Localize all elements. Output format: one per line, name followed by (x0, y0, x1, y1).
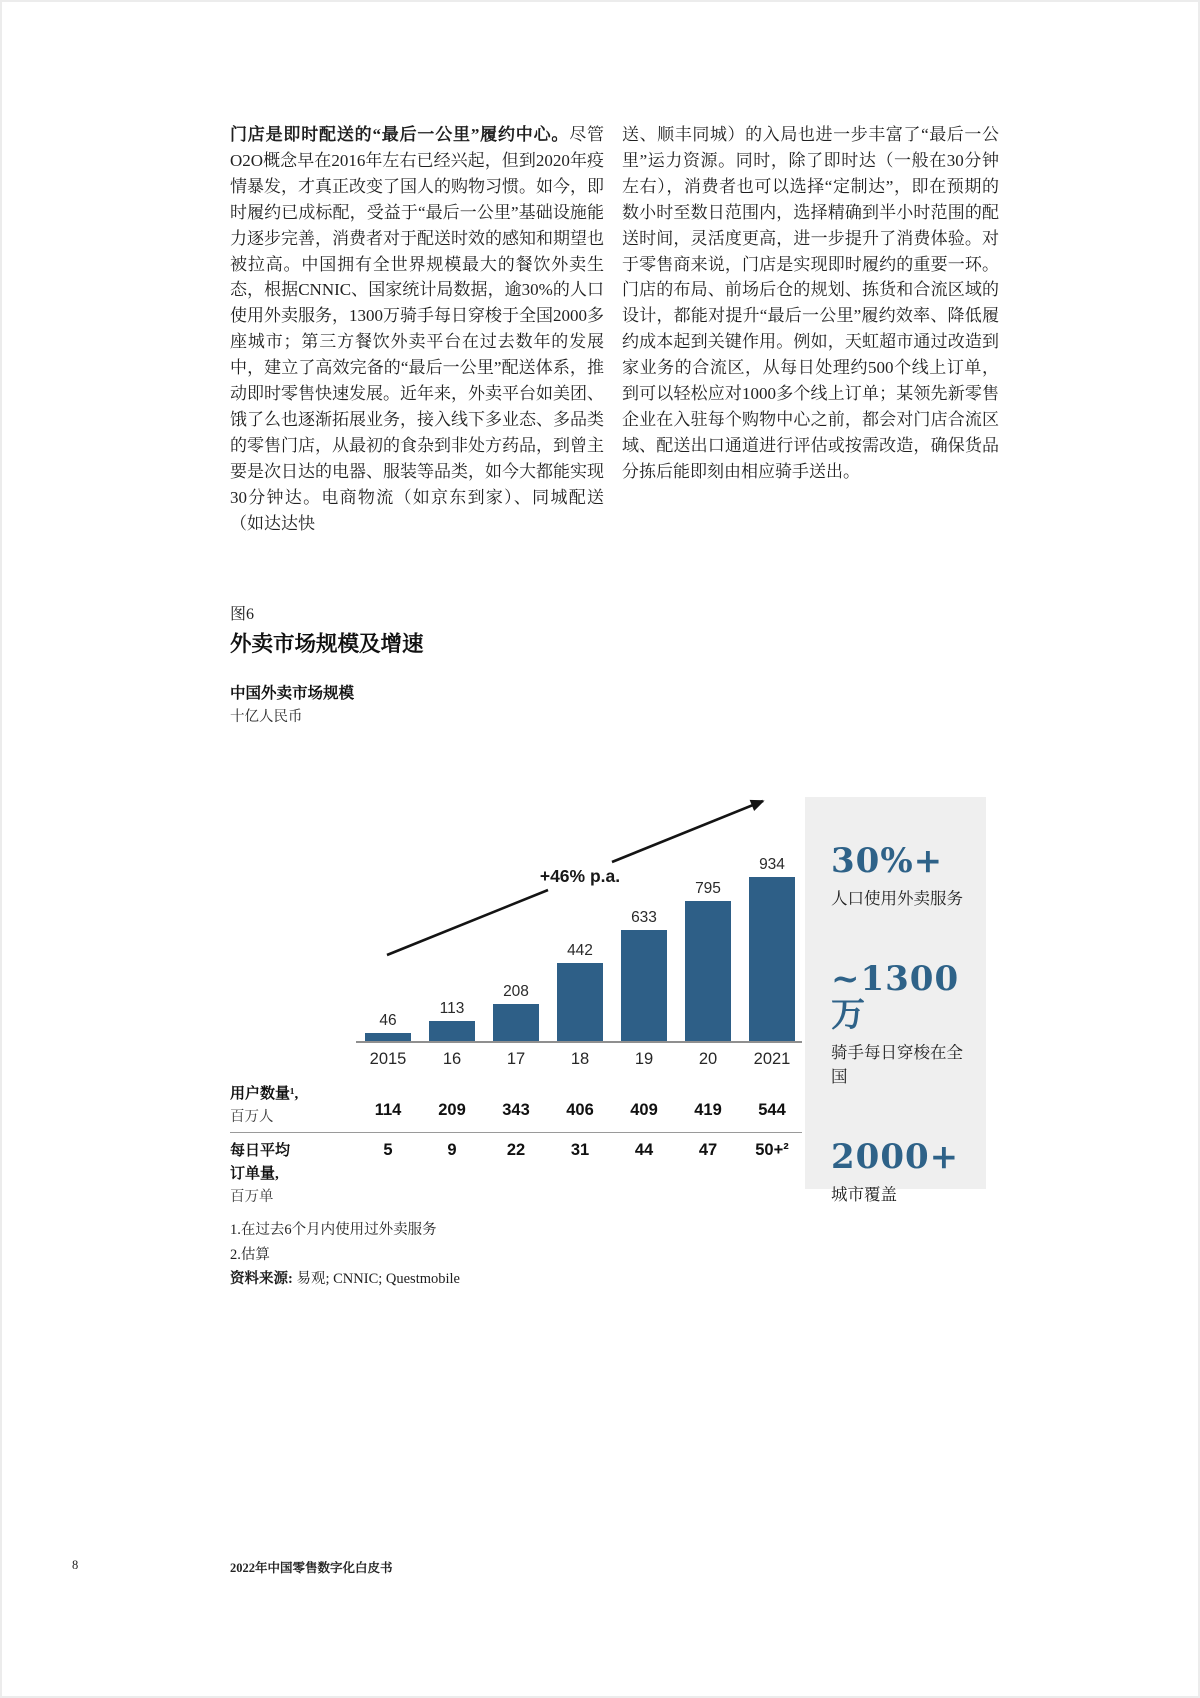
left-column-body: 尽管O2O概念早在2016年左右已经兴起，但到2020年疫情暴发，才真正改变了国人的购物习惯。如今，即时履约已成标配，受益于“最后一公里”基础设施能力逐步完善，消费者对于配送时效的感知和期望也被拉高。中国拥有全世界规模最大的餐饮外卖生态，根据CNNIC、国家统计局数据，逾30%的人口使用外卖服务，1300万骑手每日穿梭于全国2000多座城市；第三方餐饮外卖平台在过去数年的发展中，建立了高效完备的“最后一公里”配送体系，推动即时零售快速发展。近年来，外卖平台如美团、饿了么也逐渐拓展业务，接入线下多业态、多品类的零售门店，从最初的食杂到非处方药品，到曾主要是次日达的电器、服装等品类，如今大都能实现30分钟达。电商物流（如京东到家）、同城配送（如达达快 (230, 125, 605, 533)
stat-value: 30%+ (831, 841, 944, 881)
table-cell: 5 (383, 1141, 393, 1159)
table-separator (230, 1132, 802, 1133)
figure-title: 外卖市场规模及增速 (230, 632, 424, 656)
bar-column (484, 984, 548, 1042)
footnotes (230, 1218, 460, 1292)
stat-caption: 城市覆盖 (831, 1185, 897, 1204)
table-cell: 544 (758, 1101, 786, 1119)
stat-caption: 骑手每日穿梭在全国 (831, 1043, 963, 1086)
bar (493, 1004, 539, 1041)
x-axis-tick: 18 (570, 1050, 590, 1068)
x-axis-labels (356, 1050, 804, 1069)
x-axis-line (356, 1041, 802, 1043)
stat-item (831, 1139, 976, 1207)
bar-columns (356, 857, 804, 1042)
orders-row-label: 每日平均 订单量, (230, 1143, 291, 1182)
users-row-label: 用户数量¹, (230, 1086, 299, 1102)
x-axis-tick: 16 (442, 1050, 462, 1068)
chart-title: 中国外卖市场规模 (230, 685, 355, 702)
x-axis-tick: 17 (506, 1050, 526, 1068)
orders-row-unit: 百万单 (230, 1189, 274, 1205)
bar (685, 901, 731, 1041)
x-axis-tick: 19 (634, 1050, 654, 1068)
table-cell: 9 (447, 1141, 457, 1159)
table-cell: 22 (506, 1141, 526, 1159)
table-cell: 31 (570, 1141, 590, 1159)
source-line (230, 1267, 460, 1292)
stat-item (831, 961, 976, 1089)
bar (749, 877, 795, 1041)
table-cell: 209 (438, 1101, 466, 1119)
footnote-2: 2.估算 (230, 1246, 270, 1263)
table-cell: 47 (698, 1141, 718, 1159)
bar-value-label: 442 (567, 941, 593, 959)
table-cell: 44 (634, 1141, 654, 1159)
bar-value-label: 633 (631, 908, 657, 926)
source-label: 资料来源: (230, 1271, 293, 1287)
bar-column (740, 857, 804, 1042)
table-cell: 409 (630, 1101, 658, 1119)
stats-panel (805, 797, 986, 1204)
table-row-values-orders (356, 1141, 804, 1160)
section-heading: 门店是即时配送的“最后一公里”履约中心。 (230, 125, 570, 144)
table-row-values-users (356, 1101, 804, 1120)
bar-value-label: 795 (695, 879, 721, 897)
stat-item (831, 843, 976, 911)
footnote-1: 1.在过去6个月内使用过外卖服务 (230, 1222, 437, 1238)
table-row-label-users (230, 1083, 298, 1129)
bar-chart (356, 728, 804, 1043)
growth-annotation: +46% p.a. (539, 866, 621, 886)
stat-value: 2000+ (831, 1137, 960, 1177)
bar-column (612, 910, 676, 1042)
x-axis-tick: 2015 (369, 1050, 407, 1068)
x-axis-tick: 2021 (753, 1050, 791, 1068)
stat-caption: 人口使用外卖服务 (831, 889, 963, 908)
table-cell: 343 (502, 1101, 530, 1119)
bar-column (548, 943, 612, 1042)
bar-value-label: 113 (439, 999, 465, 1017)
bar (429, 1021, 475, 1041)
table-cell: 114 (374, 1101, 402, 1119)
table-cell: 50+² (755, 1141, 789, 1159)
table-cell: 406 (566, 1101, 594, 1119)
bar-column (356, 1013, 420, 1042)
figure-label: 图6 (230, 606, 255, 623)
table-row-label-orders (230, 1140, 290, 1209)
right-column-body: 送、顺丰同城）的入局也进一步丰富了“最后一公里”运力资源。同时，除了即时达（一般在30分钟左右），消费者也可以选择“定制达”，即在预期的数小时至数日范围内，选择精确到半小时范围的配送时间，灵活度更高，进一步提升了消费体验。对于零售商来说，门店是实现即时履约的重要一环。门店的布局、前场后仓的规划、拣货和合流区域的设计，都能对提升“最后一公里”履约效率、降低履约成本起到关键作用。例如，天虹超市通过改造到家业务的合流区，从每日处理约500个线上订单，到可以轻松应对1000多个线上订单；某领先新零售企业在入驻每个购物中心之前，都会对门店合流区域、配送出口通道进行评估或按需改造，确保货品分拣后能即刻由相应骑手送出。 (622, 125, 999, 481)
users-row-unit: 百万人 (230, 1109, 274, 1125)
page-number: 8 (72, 1558, 79, 1572)
left-column (230, 122, 604, 537)
footer-title: 2022年中国零售数字化白皮书 (230, 1561, 393, 1575)
bar-column (676, 881, 740, 1042)
stat-value: ~1300万 (831, 959, 960, 1035)
bar-value-label: 208 (503, 982, 529, 1000)
x-axis-tick: 20 (698, 1050, 718, 1068)
bar (621, 930, 667, 1041)
bar (557, 963, 603, 1041)
bar-column (420, 1001, 484, 1042)
table-cell: 419 (694, 1101, 722, 1119)
bar-value-label: 934 (759, 855, 785, 873)
right-column (622, 122, 999, 485)
bar (365, 1033, 411, 1041)
chart-unit-label: 十亿人民币 (230, 709, 303, 725)
source-value: 易观; CNNIC; Questmobile (296, 1271, 460, 1287)
bar-value-label: 46 (379, 1011, 397, 1029)
